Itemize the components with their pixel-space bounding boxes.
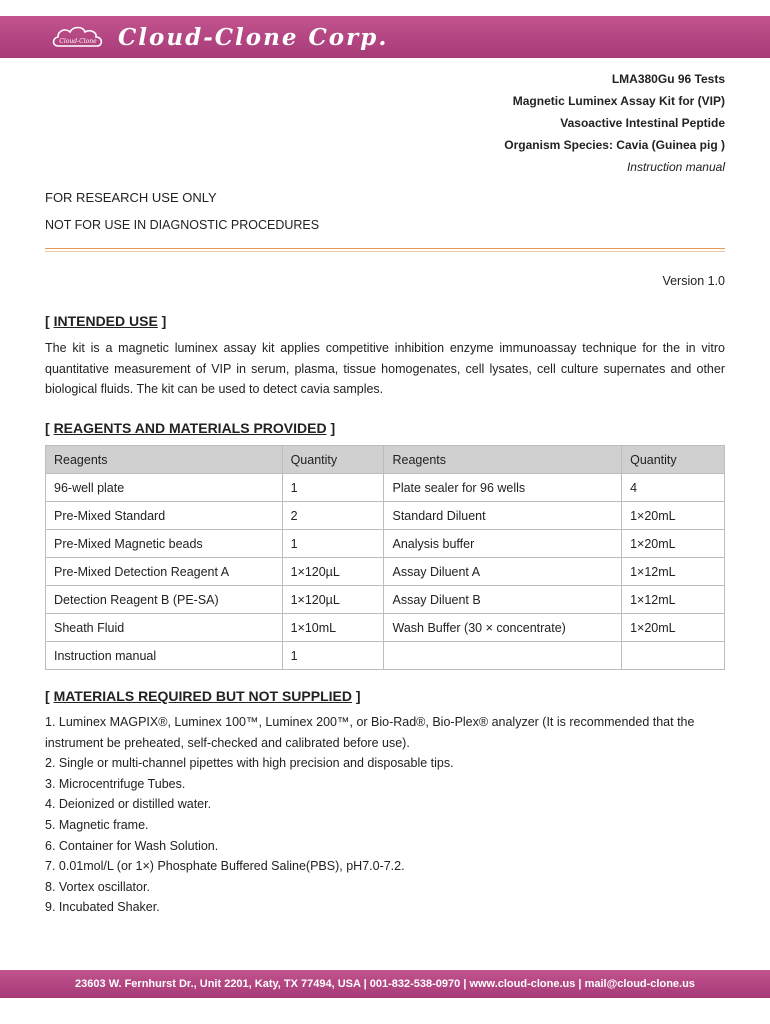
list-item: 8. Vortex oscillator. xyxy=(45,879,150,894)
list-item: 4. Deionized or distilled water. xyxy=(45,797,212,812)
cloud-logo-icon xyxy=(52,24,104,50)
reagents-table xyxy=(45,445,725,670)
analyte-name: Vasoactive Intestinal Peptide xyxy=(560,116,725,130)
company-logo xyxy=(52,20,388,54)
table-row xyxy=(46,558,725,586)
list-item: 5. Magnetic frame. xyxy=(45,817,149,832)
table-cell: Analysis buffer xyxy=(384,530,622,558)
kit-name: Magnetic Luminex Assay Kit for (VIP) xyxy=(512,94,725,108)
table-cell: Standard Diluent xyxy=(384,502,622,530)
table-cell: 96-well plate xyxy=(46,474,283,502)
footer-contact: 23603 W. Fernhurst Dr., Unit 2201, Katy, TX 77494, USA | 001-832-538-0970 | www.cloud-clone.us | mail@cloud-clone.us xyxy=(0,970,770,998)
table-cell: 1 xyxy=(282,474,384,502)
table-row xyxy=(46,642,725,670)
table-cell: 1×120µL xyxy=(282,558,384,586)
column-header: Reagents xyxy=(384,446,622,474)
table-cell: 1×120µL xyxy=(282,586,384,614)
table-cell: 1 xyxy=(282,642,384,670)
svg-text:Cloud-Clone: Cloud-Clone xyxy=(59,38,97,45)
column-header: Quantity xyxy=(282,446,384,474)
table-cell: 2 xyxy=(282,502,384,530)
table-cell: 1×12mL xyxy=(622,586,725,614)
table-cell: Instruction manual xyxy=(46,642,283,670)
column-header: Reagents xyxy=(46,446,283,474)
table-cell: 1 xyxy=(282,530,384,558)
organism-species: Organism Species: Cavia (Guinea pig ) xyxy=(504,138,725,152)
column-header: Quantity xyxy=(622,446,725,474)
intended-use-text: The kit is a magnetic luminex assay kit applies competitive inhibition enzyme immunoassay technique for the in vitro quantitative measurement of VIP in serum, plasma, tissue homogenates, cell lysates, cell culture supernates and other biological fluids. The kit can be used to detect cavia samples. xyxy=(45,341,725,396)
table-cell: Sheath Fluid xyxy=(46,614,283,642)
table-cell: 1×20mL xyxy=(622,530,725,558)
table-cell: 4 xyxy=(622,474,725,502)
version-label: Version 1.0 xyxy=(662,274,725,288)
company-name: Cloud-Clone Corp. xyxy=(118,23,389,51)
divider-rule xyxy=(45,248,725,252)
table-cell: Pre-Mixed Standard xyxy=(46,502,283,530)
table-cell xyxy=(384,642,622,670)
materials-required-heading: [ MATERIALS REQUIRED BUT NOT SUPPLIED ] xyxy=(45,688,361,704)
header-band xyxy=(0,16,770,58)
table-row xyxy=(46,502,725,530)
intended-use-heading: [ INTENDED USE ] xyxy=(45,313,167,329)
diagnostic-notice: NOT FOR USE IN DIAGNOSTIC PROCEDURES xyxy=(45,218,320,232)
list-item: 1. Luminex MAGPIX®, Luminex 100™, Luminex 200™, or Bio-Rad®, Bio-Plex® analyzer (It is recommended that the instrument be preheated, self-checked and calibrated before use). xyxy=(45,715,695,750)
table-row xyxy=(46,530,725,558)
table-cell: 1×12mL xyxy=(622,558,725,586)
reagents-heading: [ REAGENTS AND MATERIALS PROVIDED ] xyxy=(45,420,336,436)
table-row xyxy=(46,586,725,614)
table-cell: Assay Diluent A xyxy=(384,558,622,586)
table-cell: Plate sealer for 96 wells xyxy=(384,474,622,502)
table-cell: Pre-Mixed Detection Reagent A xyxy=(46,558,283,586)
list-item: 7. 0.01mol/L (or 1×) Phosphate Buffered Saline(PBS), pH7.0-7.2. xyxy=(45,859,405,874)
table-cell: 1×10mL xyxy=(282,614,384,642)
table-cell: Assay Diluent B xyxy=(384,586,622,614)
list-item: 6. Container for Wash Solution. xyxy=(45,838,219,853)
table-cell: Pre-Mixed Magnetic beads xyxy=(46,530,283,558)
list-item: 9. Incubated Shaker. xyxy=(45,900,160,915)
materials-list xyxy=(45,712,725,918)
list-item: 2. Single or multi-channel pipettes with high precision and disposable tips. xyxy=(45,756,454,771)
table-header-row xyxy=(46,446,725,474)
table-cell xyxy=(622,642,725,670)
research-use-notice: FOR RESEARCH USE ONLY xyxy=(45,190,217,205)
table-row xyxy=(46,474,725,502)
table-cell: 1×20mL xyxy=(622,502,725,530)
document-type: Instruction manual xyxy=(626,160,725,174)
table-row xyxy=(46,614,725,642)
catalog-number: LMA380Gu 96 Tests xyxy=(611,72,725,86)
table-cell: Detection Reagent B (PE-SA) xyxy=(46,586,283,614)
table-cell: Wash Buffer (30 × concentrate) xyxy=(384,614,622,642)
list-item: 3. Microcentrifuge Tubes. xyxy=(45,776,186,791)
table-cell: 1×20mL xyxy=(622,614,725,642)
